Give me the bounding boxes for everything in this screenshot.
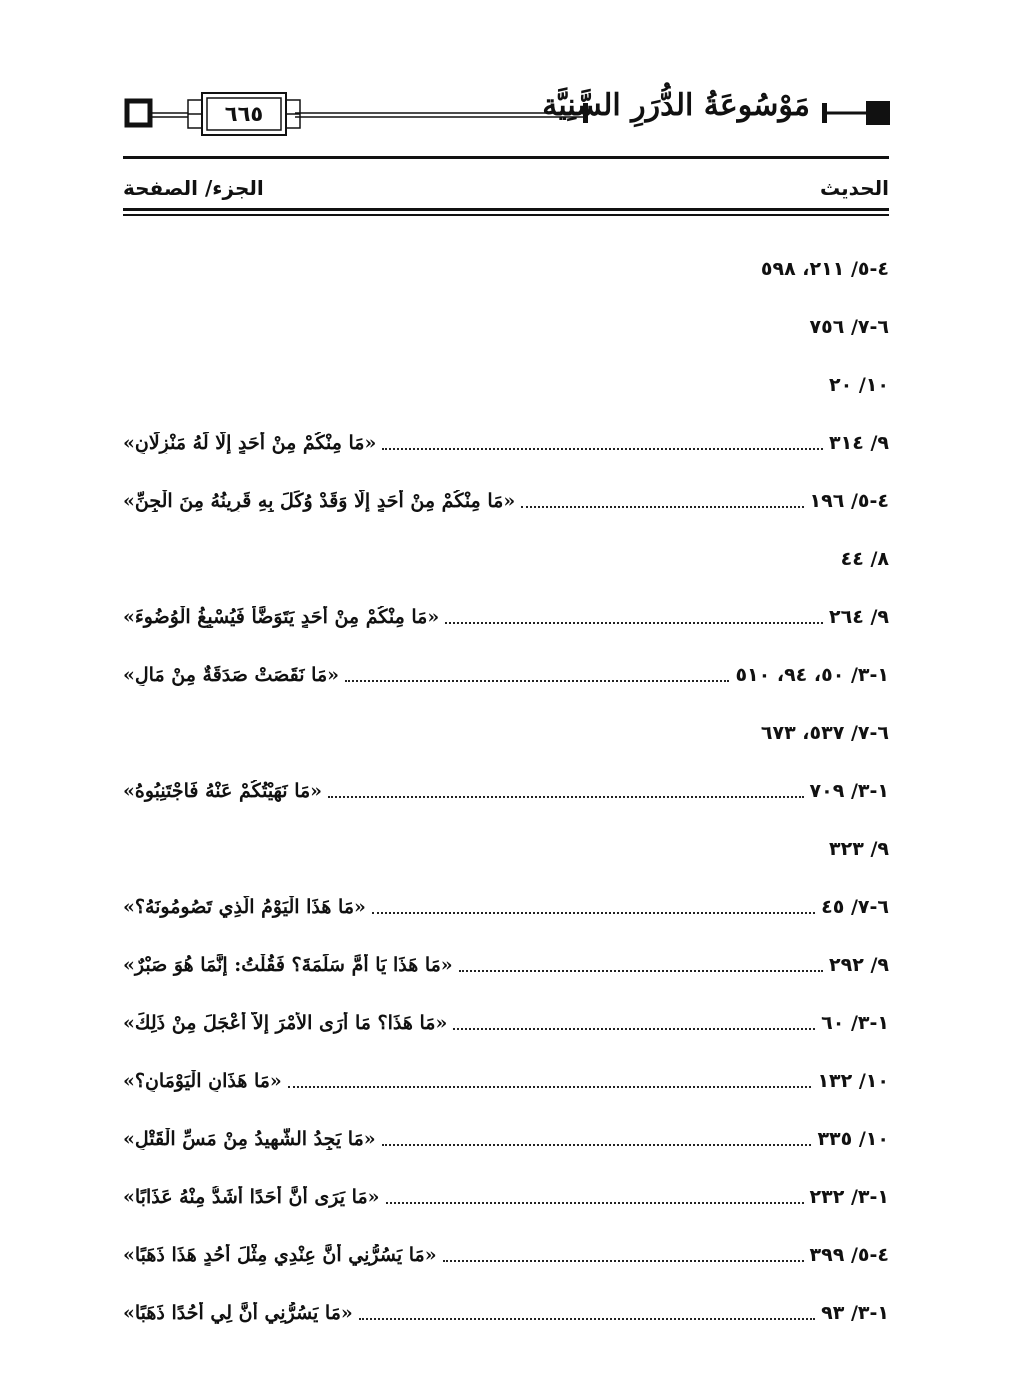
leader-dots — [453, 1028, 815, 1030]
hadith-text: «مَا هَذَانِ الْيَوْمَانِ؟» — [123, 1070, 282, 1092]
leader-dots — [443, 1260, 804, 1262]
hadith-text: «مَا مِنْكُمْ مِنْ أَحَدٍ إِلَّا وَقَدْ وُكِّلَ بِهِ قَرِينُهُ مِنَ الْجِنِّ» — [123, 490, 516, 512]
leader-dots — [459, 970, 823, 972]
index-entry-row — [123, 820, 889, 878]
hadith-text: «مَا مِنْكُمْ مِنْ أَحَدٍ يَتَوَضَّأُ فَيُسْبِغُ الْوُضُوءَ» — [123, 606, 440, 628]
index-entry-row — [123, 298, 889, 356]
volume-page-reference: ١-٣/ ٩٣ — [821, 1302, 889, 1324]
index-entry-row — [123, 530, 889, 588]
book-title: مَوْسُوعَةُ الدُّرَرِ السَّنِيَّة — [542, 88, 810, 123]
index-entry-row — [123, 878, 889, 936]
volume-page-reference: ٦-٧/ ٤٥ — [821, 896, 889, 918]
hadith-text: «مَا يَرَى أَنَّ أَحَدًا أَشَدُّ مِنْهُ عَذَابًا» — [123, 1186, 380, 1208]
index-entry-row — [123, 472, 889, 530]
header-divider — [123, 208, 889, 211]
leader-dots — [359, 1318, 815, 1320]
leader-dots — [345, 680, 729, 682]
volume-page-reference: ٩/ ٣٢٣ — [829, 838, 889, 860]
hadith-text: «مَا يَسُرُّنِي أَنَّ لِي أُحُدًا ذَهَبًا» — [123, 1302, 353, 1324]
index-entry-row — [123, 646, 889, 704]
hadith-text: «مَا هَذَا الْيَوْمُ الَّذِي تَصُومُونَهُ؟» — [123, 896, 366, 918]
leader-dots — [328, 796, 803, 798]
index-entry-row — [123, 414, 889, 472]
leader-dots — [521, 506, 803, 508]
hadith-text: «مَا هَذَا؟ مَا أَرَى الأَمْرَ إِلاَّ أَعْجَلَ مِنْ ذَلِكَ» — [123, 1012, 448, 1034]
column-header-hadith: الحديث — [819, 176, 889, 200]
column-headers — [123, 170, 889, 206]
leader-dots — [382, 1144, 812, 1146]
volume-page-reference: ٤-٥/ ١٩٦ — [809, 490, 889, 512]
volume-page-reference: ١-٣/ ٧٠٩ — [809, 780, 889, 802]
leader-dots — [445, 622, 823, 624]
volume-page-reference: ١-٣/ ٥٠، ٩٤، ٥١٠ — [735, 664, 889, 686]
hadith-text: «مَا نَهَيْتُكُمْ عَنْهُ فَاجْتَنِبُوهُ» — [123, 780, 323, 802]
volume-page-reference: ٦-٧/ ٧٥٦ — [809, 316, 889, 338]
index-entry-row — [123, 762, 889, 820]
volume-page-reference: ٩/ ٢٩٢ — [829, 954, 889, 976]
header-ornament — [0, 0, 1015, 160]
index-entry-row — [123, 240, 889, 298]
column-header-location: الجزء/ الصفحة — [123, 176, 264, 200]
index-entry-row — [123, 1110, 889, 1168]
leader-dots — [382, 448, 823, 450]
hadith-text: «مَا هَذَا يَا أُمَّ سَلَمَةَ؟ فَقُلْتُ: إِنَّمَا هُوَ صَبْرٌ» — [123, 954, 453, 976]
page-header — [0, 0, 1015, 160]
index-entry-row — [123, 1168, 889, 1226]
volume-page-reference: ٤-٥/ ٢١١، ٥٩٨ — [760, 258, 889, 280]
hadith-text: «مَا نَقَصَتْ صَدَقَةٌ مِنْ مَالٍ» — [123, 664, 339, 686]
leader-dots — [386, 1202, 804, 1204]
volume-page-reference: ١٠/ ١٣٢ — [817, 1070, 889, 1092]
volume-page-reference: ١-٣/ ٢٣٢ — [809, 1186, 889, 1208]
hadith-text: «مَا يَسُرُّنِي أَنَّ عِنْدِي مِثْلَ أُحُدٍ هَذَا ذَهَبًا» — [123, 1244, 437, 1266]
header-divider-thin — [123, 214, 889, 216]
page-number: ٦٦٥ — [224, 102, 264, 126]
volume-page-reference: ٩/ ٣١٤ — [829, 432, 889, 454]
volume-page-reference: ١٠/ ٢٠ — [829, 374, 889, 396]
volume-page-reference: ٤-٥/ ٣٩٩ — [809, 1244, 889, 1266]
hadith-text: «مَا مِنْكُمْ مِنْ أَحَدٍ إِلَّا لَهُ مَنْزِلَانِ» — [123, 432, 377, 454]
leader-dots — [288, 1086, 812, 1088]
hadith-text: «مَا يَجِدُ الشَّهِيدُ مِنْ مَسِّ الْقَتْلِ» — [123, 1128, 376, 1150]
volume-page-reference: ٦-٧/ ٥٣٧، ٦٧٣ — [760, 722, 889, 744]
index-entry-row — [123, 1052, 889, 1110]
index-entry-row — [123, 994, 889, 1052]
volume-page-reference: ١-٣/ ٦٠ — [821, 1012, 889, 1034]
volume-page-reference: ٨/ ٤٤ — [840, 548, 889, 570]
volume-page-reference: ١٠/ ٣٣٥ — [817, 1128, 889, 1150]
volume-page-reference: ٩/ ٢٦٤ — [829, 606, 889, 628]
leader-dots — [372, 912, 815, 914]
index-entries — [123, 240, 889, 1342]
index-entry-row — [123, 704, 889, 762]
index-entry-row — [123, 588, 889, 646]
index-entry-row — [123, 1226, 889, 1284]
index-entry-row — [123, 936, 889, 994]
index-entry-row — [123, 1284, 889, 1342]
index-entry-row — [123, 356, 889, 414]
